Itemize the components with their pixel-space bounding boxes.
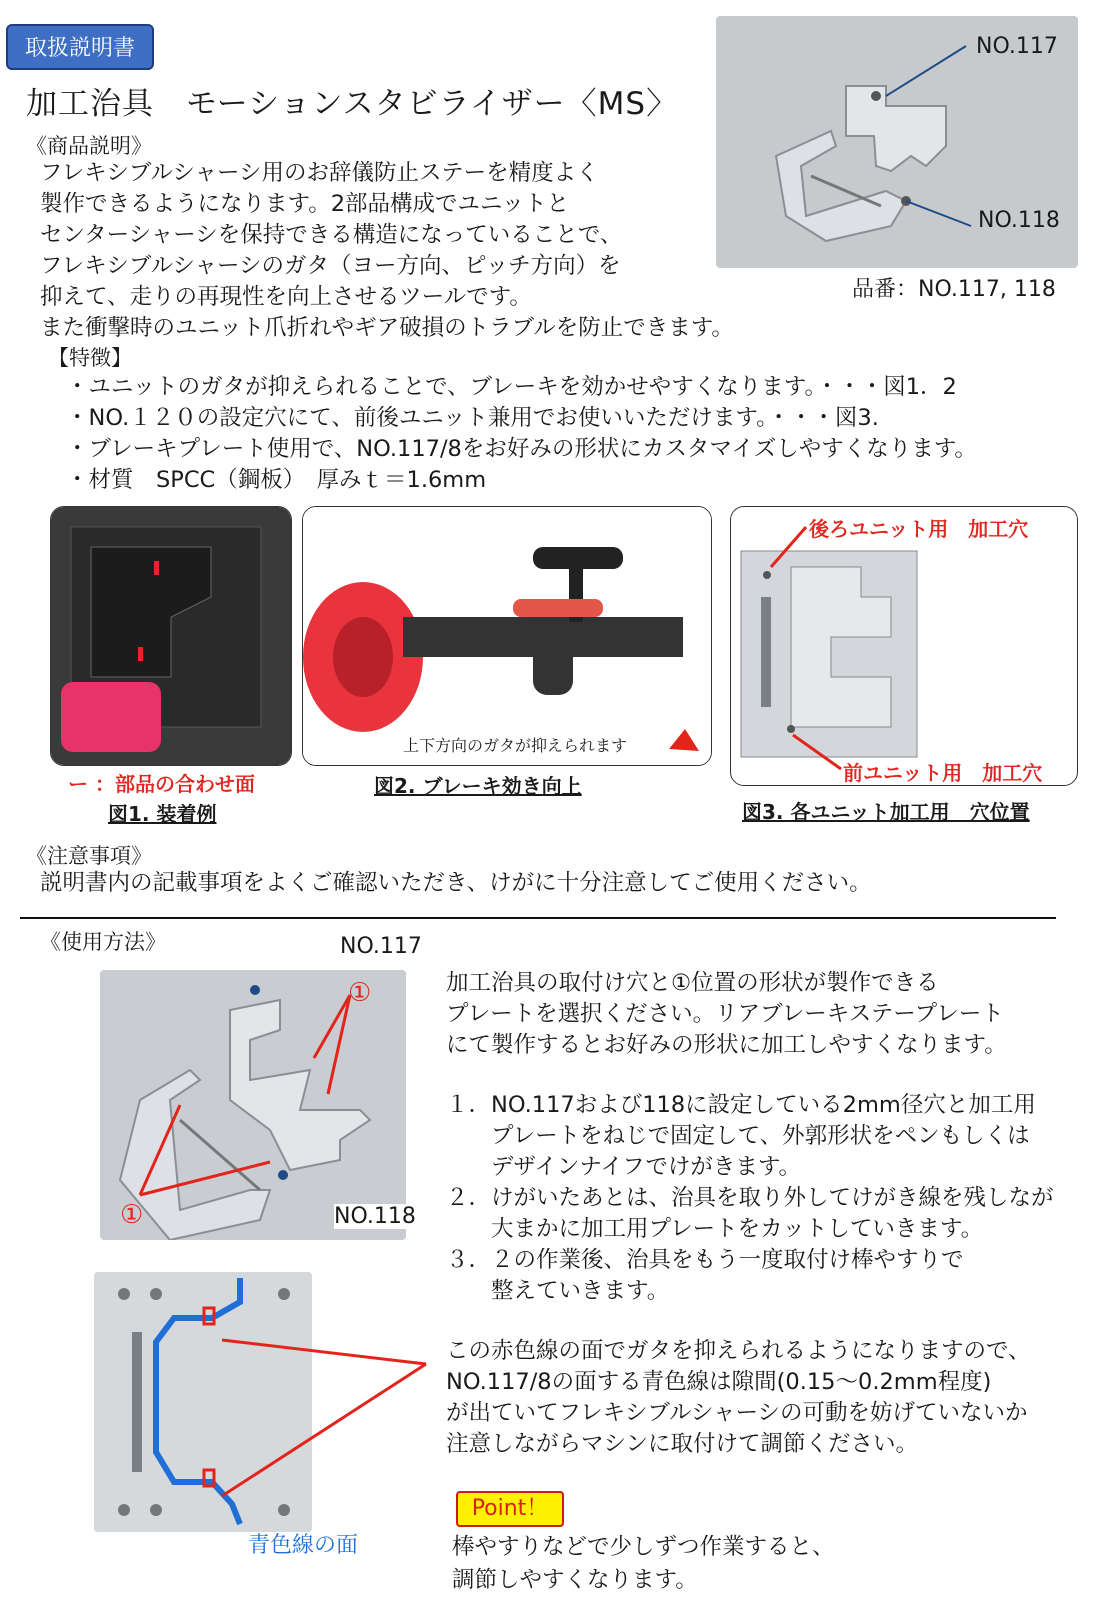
feature-item: ・材質 SPCC（鋼板） 厚みｔ＝1.6mm xyxy=(66,467,487,493)
point-badge: Point！ xyxy=(456,1491,564,1527)
step-item: プレートをねじで固定して、外郭形状をペンもしくは xyxy=(446,1123,1030,1149)
step-item: デザインナイフでけがきます。 xyxy=(446,1154,802,1180)
usage-note: この赤色線の面でガタを抑えられるようになりますので、 NO.117/8の面する青色線は隙間(0.15～0.2mm程度) が出ていてフレキシブルシャーシの可動を妨げていないか 注意しながらマシンに取付けて調節ください。 xyxy=(446,1338,1031,1457)
features-list xyxy=(66,372,977,496)
page-title: 加工治具 モーションスタビライザー〈MS〉 xyxy=(26,86,679,122)
usage-steps xyxy=(446,1090,1054,1307)
label-no117: NO.117 xyxy=(976,34,1058,59)
feature-item: ・NO.１２０の設定穴にて、前後ユニット兼用でお使いいただけます。・・・図3. xyxy=(66,405,879,431)
label-no118: NO.118 xyxy=(978,208,1060,233)
marker-1-top: ① xyxy=(348,978,372,1008)
point-text: 棒やすりなどで少しずつ作業すると、 調節しやすくなります。 xyxy=(452,1534,835,1593)
figure3-panel xyxy=(730,506,1078,786)
product-photo xyxy=(716,16,1078,268)
fig3-label-rear: 後ろユニット用 加工穴 xyxy=(809,517,1029,541)
caution-text: 説明書内の記載事項をよくご確認いただき、けがに十分注意してご使用ください。 xyxy=(40,870,872,896)
blue-line-label: 青色線の面 xyxy=(248,1533,359,1558)
fig3-label-front: 前ユニット用 加工穴 xyxy=(843,761,1043,785)
red-mark: ー xyxy=(68,772,88,796)
section-divider xyxy=(20,917,1056,919)
fig1-caption: 図1. 装着例 xyxy=(108,802,217,826)
feature-item: ・ブレーキプレート使用で、NO.117/8をお好みの形状にカスタマイズしやすくなります。 xyxy=(66,436,977,462)
step-item: １．NO.117および118に設定している2mm径穴と加工用 xyxy=(446,1092,1036,1118)
caution-heading: 《注意事項》 xyxy=(26,844,152,868)
step-item: ２．けがいたあとは、治具を取り外してけがき線を残しなが xyxy=(446,1185,1054,1211)
usage-intro: 加工治具の取付け穴と①位置の形状が製作できる プレートを選択ください。リアブレーキステープレート にて製作するとお好みの形状に加工しやすくなります。 xyxy=(446,970,1007,1058)
step-item: 大まかに加工用プレートをカットしていきます。 xyxy=(446,1216,984,1242)
step-item: ３．２の作業後、治具をもう一度取付け棒やすりで xyxy=(446,1247,964,1273)
step-item: 整えていきます。 xyxy=(446,1278,670,1304)
usage-label-no117: NO.117 xyxy=(340,934,422,959)
product-desc-heading: 《商品説明》 xyxy=(26,134,152,158)
fig1-legend: ー ：部品の合わせ面 xyxy=(68,772,255,796)
part-number: 品番：NO.117, 118 xyxy=(852,277,1056,302)
fig2-caption: 図2. ブレーキ効き向上 xyxy=(374,774,582,798)
product-desc-text: フレキシブルシャーシ用のお辞儀防止ステーを精度よく 製作できるようになります。2部品構成でユニットと センターシャーシを保持できる構造になっていることで、 フレキシブルシャーシのガタ（ヨー方向、ピッチ方向）を 抑えて、走りの再現性を向上させるツールです。 また衝撃時のユニット爪折れやギア破損のトラブルを防止できます。 xyxy=(40,160,734,341)
fig3-caption: 図3. 各ユニット加工用 穴位置 xyxy=(742,800,1030,824)
marker-1-bottom: ① xyxy=(120,1200,144,1230)
features-heading: 【特徴】 xyxy=(48,346,132,370)
usage-photo-parts xyxy=(100,970,406,1240)
manual-badge: 取扱説明書 xyxy=(6,24,154,70)
usage-label-no118: NO.118 xyxy=(334,1204,416,1229)
figure1-photo xyxy=(50,506,292,766)
fig2-overlay-text: 上下方向のガタが抑えられます xyxy=(403,733,627,756)
feature-item: ・ユニットのガタが抑えられることで、ブレーキを効かせやすくなります。・・・図1．2 xyxy=(66,374,957,400)
figure2-photo xyxy=(302,506,712,766)
red-pointer-arrows xyxy=(200,1320,440,1520)
usage-heading: 《使用方法》 xyxy=(40,930,166,954)
